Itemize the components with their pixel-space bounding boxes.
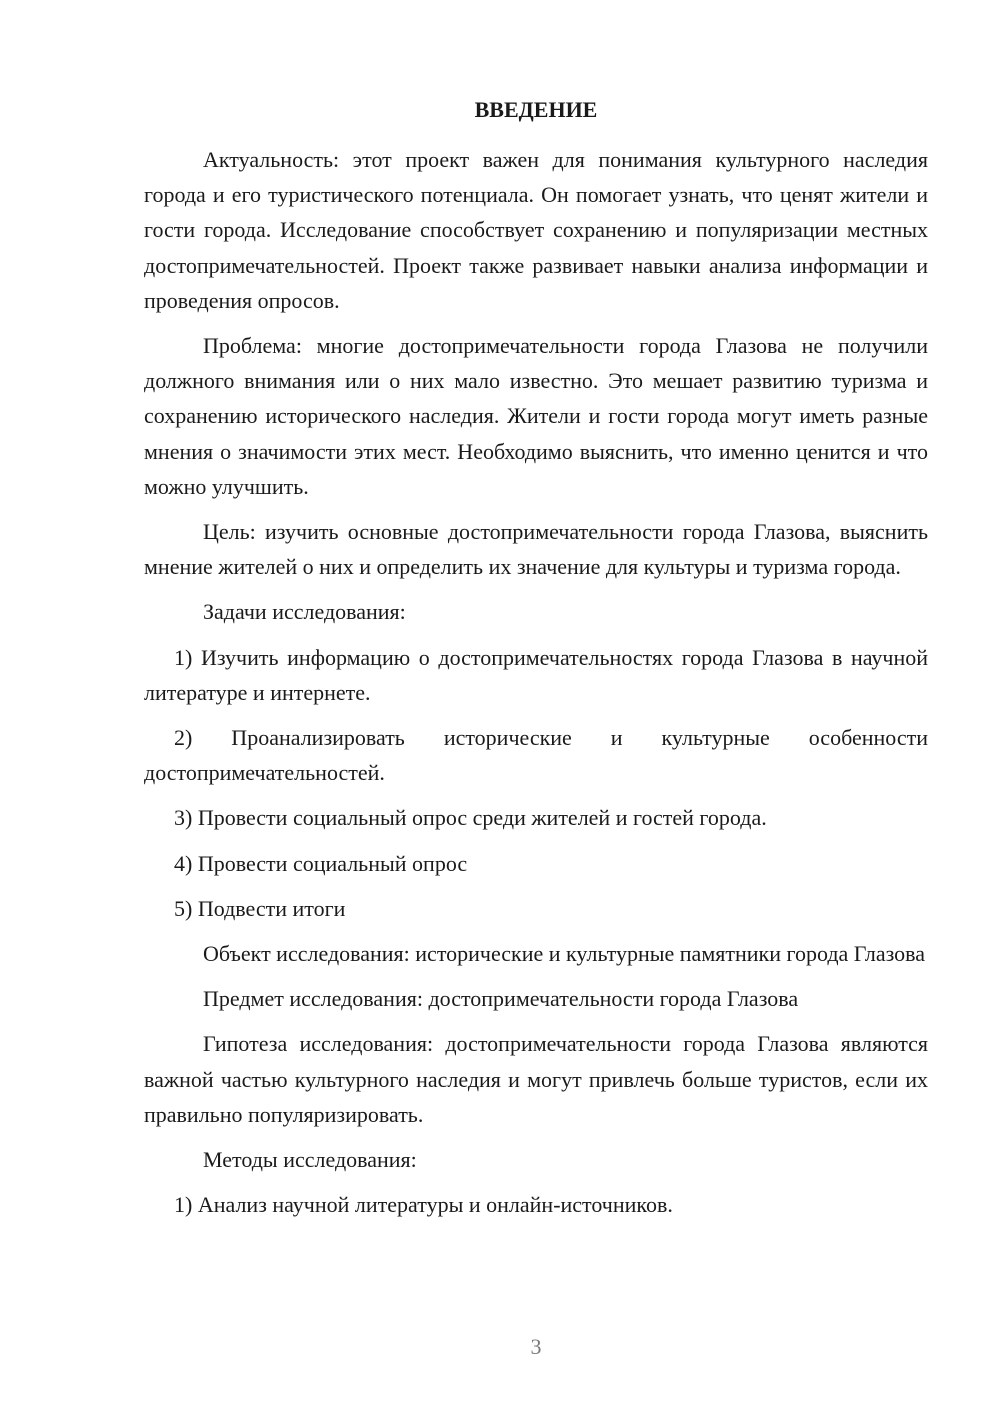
page-title: ВВЕДЕНИЕ (474, 97, 598, 122)
page-number: 3 (530, 1334, 542, 1359)
task-item-5: 5) Подвести итоги (174, 895, 346, 921)
task-item-4: 4) Провести социальный опрос (174, 850, 468, 876)
paragraph-hypothesis: Гипотеза исследования: достопримечательности города Глазова являются важной частью культурного наследия и могут привлечь больше туристов, если их правильно популяризировать. (144, 1031, 928, 1127)
paragraph-problem: Проблема: многие достопримечательности города Глазова не получили должного внимания или о них мало известно. Это мешает развитию туризма и сохранению исторического наследия. Жители и гости города могут иметь разные мнения о значимости этих мест. Необходимо выяснить, что именно ценится и что можно улучшить. (144, 333, 928, 499)
task-item-2: 2) Проанализировать исторические и культурные особенности достопримечательностей. (144, 725, 928, 786)
task-item-3: 3) Провести социальный опрос среди жителей и гостей города. (174, 805, 767, 831)
methods-heading: Методы исследования: (203, 1147, 417, 1173)
task-item-1: 1) Изучить информацию о достопримечательностях города Глазова в научной литературе и интернете. (144, 644, 928, 705)
tasks-heading: Задачи исследования: (203, 599, 406, 625)
paragraph-subject: Предмет исследования: достопримечательности города Глазова (203, 986, 799, 1012)
paragraph-relevance: Актуальность: этот проект важен для понимания культурного наследия города и его туристического потенциала. Он помогает узнать, что ценят жители и гости города. Исследование способствует сохранению и популяризации местных достопримечательностей. Проект также развивает навыки анализа информации и проведения опросов. (144, 147, 928, 313)
method-item-1: 1) Анализ научной литературы и онлайн-источников. (174, 1192, 673, 1218)
page-content (144, 92, 928, 1232)
paragraph-object: Объект исследования: исторические и культурные памятники города Глазова (203, 941, 926, 967)
paragraph-goal: Цель: изучить основные достопримечательности города Глазова, выяснить мнение жителей о них и определить их значение для культуры и туризма города. (144, 519, 928, 580)
